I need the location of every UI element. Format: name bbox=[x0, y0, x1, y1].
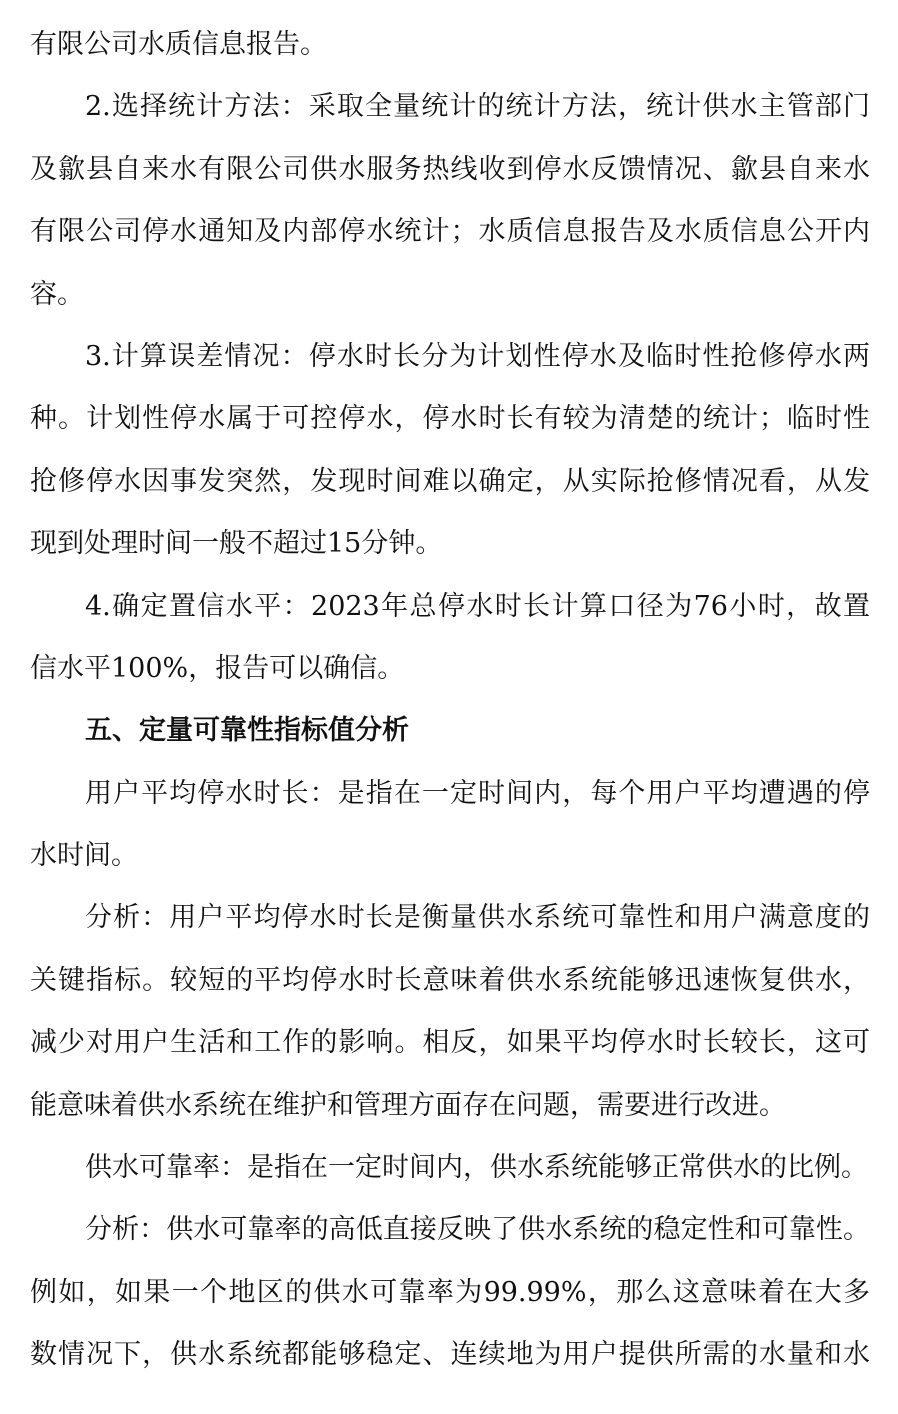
paragraph bbox=[30, 763, 870, 888]
paragraph bbox=[30, 887, 870, 1137]
paragraph bbox=[30, 326, 870, 576]
section-heading bbox=[30, 700, 870, 762]
text-line: 抢修停水因事发突然，发现时间难以确定，从实际抢修情况看，从发 bbox=[30, 465, 870, 497]
paragraph bbox=[30, 76, 870, 326]
document-page bbox=[30, 14, 870, 1387]
text-line: 供水可靠率：是指在一定时间内，供水系统能够正常供水的比例。 bbox=[85, 1152, 868, 1184]
paragraph bbox=[30, 1137, 870, 1199]
text-line: 减少对用户生活和工作的影响。相反，如果平均停水时长较长，这可 bbox=[30, 1027, 870, 1059]
text-line: 用户平均停水时长：是指在一定时间内，每个用户平均遭遇的停 bbox=[85, 777, 870, 809]
paragraph bbox=[30, 14, 870, 76]
text-line: 例如，如果一个地区的供水可靠率为99.99%，那么这意味着在大多 bbox=[30, 1276, 870, 1308]
text-line: 2.选择统计方法：采取全量统计的统计方法，统计供水主管部门 bbox=[85, 91, 870, 123]
text-line: 容。 bbox=[30, 278, 84, 310]
text-line: 现到处理时间一般不超过15分钟。 bbox=[30, 528, 443, 560]
text-line: 五、定量可靠性指标值分析 bbox=[85, 715, 409, 747]
text-line: 数情况下，供水系统都能够稳定、连续地为用户提供所需的水量和水 bbox=[30, 1339, 870, 1371]
text-line: 水时间。 bbox=[30, 840, 138, 872]
text-line: 4.确定置信水平：2023年总停水时长计算口径为76小时，故置 bbox=[85, 590, 870, 622]
text-line: 分析：用户平均停水时长是衡量供水系统可靠性和用户满意度的 bbox=[85, 902, 870, 934]
paragraph bbox=[30, 576, 870, 701]
text-line: 分析：供水可靠率的高低直接反映了供水系统的稳定性和可靠性。 bbox=[85, 1214, 870, 1246]
paragraph bbox=[30, 1199, 870, 1386]
text-line: 3.计算误差情况：停水时长分为计划性停水及临时性抢修停水两 bbox=[85, 340, 870, 372]
text-line: 关键指标。较短的平均停水时长意味着供水系统能够迅速恢复供水， bbox=[30, 964, 870, 996]
text-line: 信水平100%，报告可以确信。 bbox=[30, 652, 405, 684]
text-line: 及歙县自来水有限公司供水服务热线收到停水反馈情况、歙县自来水 bbox=[30, 153, 870, 185]
text-line: 有限公司停水通知及内部停水统计；水质信息报告及水质信息公开内 bbox=[30, 216, 870, 248]
text-line: 种。计划性停水属于可控停水，停水时长有较为清楚的统计；临时性 bbox=[30, 403, 870, 435]
text-line: 能意味着供水系统在维护和管理方面存在问题，需要进行改进。 bbox=[30, 1089, 786, 1121]
text-line: 有限公司水质信息报告。 bbox=[30, 29, 327, 60]
